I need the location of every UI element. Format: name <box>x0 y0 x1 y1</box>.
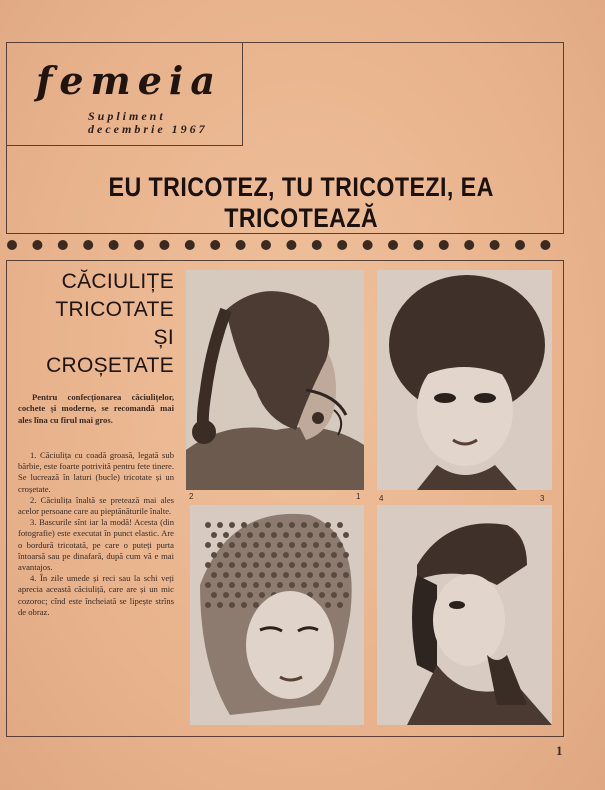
knit-stitch <box>337 562 343 568</box>
knit-stitch <box>307 572 313 578</box>
divider-dot <box>464 240 474 250</box>
paragraph-1: 1. Căciulița cu coadă groasă, legată sub bărbie, este foarte potrivită pentru fete tinere. Se lucrează în laturi (bucle) tricotate și un croșetate. <box>18 450 174 494</box>
knit-stitch <box>331 572 337 578</box>
article-body <box>18 450 174 618</box>
knit-stitch <box>235 552 241 558</box>
knit-stitch <box>325 542 331 548</box>
divider-dot <box>261 240 271 250</box>
article-intro: Pentru confecționarea căciulițelor, cochete și moderne, se recomandă mai ales lîna cu firul mai gros. <box>18 392 174 425</box>
knit-stitch <box>241 522 247 528</box>
knit-stitch <box>217 522 223 528</box>
knit-stitch <box>241 602 247 608</box>
knit-stitch <box>343 552 349 558</box>
knit-stitch <box>229 542 235 548</box>
knit-stitch <box>277 562 283 568</box>
knit-stitch <box>259 572 265 578</box>
knit-stitch <box>319 592 325 598</box>
knit-stitch <box>259 592 265 598</box>
knit-stitch <box>301 542 307 548</box>
photo-number-4: 4 <box>379 494 384 503</box>
knit-stitch <box>343 572 349 578</box>
divider-dot <box>286 240 296 250</box>
divider-dot <box>83 240 93 250</box>
divider-dot <box>109 240 119 250</box>
knit-stitch <box>229 562 235 568</box>
knit-stitch <box>265 562 271 568</box>
knit-stitch <box>253 602 259 608</box>
divider-dot <box>185 240 195 250</box>
knit-stitch <box>211 552 217 558</box>
article-title <box>22 268 174 380</box>
knit-stitch <box>229 582 235 588</box>
knit-stitch <box>241 582 247 588</box>
knit-stitch <box>247 572 253 578</box>
knit-stitch <box>247 532 253 538</box>
photo-hat-ski-cap <box>377 505 552 725</box>
knit-stitch <box>307 532 313 538</box>
divider-dot <box>32 240 42 250</box>
knit-stitch <box>313 542 319 548</box>
photo-hat-knitted-hood <box>190 505 364 725</box>
paragraph-4: 4. În zile umede și reci sau la schi veți aprecia această căciuliță, care are și un mic cozoroc; cînd este încheiată se lipește strîns de obraz. <box>18 573 174 617</box>
knit-stitch <box>343 532 349 538</box>
divider-dot <box>312 240 322 250</box>
knit-stitch <box>271 572 277 578</box>
knit-stitch <box>325 582 331 588</box>
knit-stitch <box>289 562 295 568</box>
knit-stitch <box>223 572 229 578</box>
knit-stitch <box>235 532 241 538</box>
knit-stitch <box>253 582 259 588</box>
knit-stitch <box>313 522 319 528</box>
divider-dot <box>58 240 68 250</box>
divider-dot <box>515 240 525 250</box>
paragraph-2: 2. Căciulița înaltă se pretează mai ales acelor persoane care au pieptănăturile înalte. <box>18 494 174 517</box>
knit-stitch <box>229 522 235 528</box>
knit-stitch <box>247 552 253 558</box>
divider-dot <box>337 240 347 250</box>
knit-stitch <box>331 532 337 538</box>
photo-illustration <box>186 270 364 490</box>
knit-stitch <box>301 562 307 568</box>
divider-dot <box>210 240 220 250</box>
title-line-4: CROȘETATE <box>46 354 174 377</box>
knit-stitch <box>283 552 289 558</box>
divider-dot <box>439 240 449 250</box>
knit-stitch <box>229 602 235 608</box>
knit-stitch <box>271 532 277 538</box>
photo-illustration <box>377 270 552 490</box>
photo-hat-1-2 <box>186 270 364 490</box>
knit-stitch <box>217 582 223 588</box>
divider-dot <box>159 240 169 250</box>
photo-illustration <box>190 505 364 725</box>
knit-stitch <box>325 562 331 568</box>
knit-stitch <box>205 562 211 568</box>
knit-stitch <box>217 602 223 608</box>
knit-stitch <box>265 542 271 548</box>
knit-stitch <box>253 562 259 568</box>
knit-stitch <box>319 532 325 538</box>
divider-dot <box>134 240 144 250</box>
knit-stitch <box>289 542 295 548</box>
title-line-3: ȘI <box>153 326 174 349</box>
knit-stitch <box>205 522 211 528</box>
knit-stitch <box>337 522 343 528</box>
knit-stitch <box>211 572 217 578</box>
knit-stitch <box>235 572 241 578</box>
divider-dot <box>363 240 373 250</box>
knit-stitch <box>247 592 253 598</box>
title-line-1: CĂCIULIȚE <box>61 270 174 293</box>
knit-stitch <box>295 552 301 558</box>
knit-stitch <box>235 592 241 598</box>
supplement-label <box>88 110 208 136</box>
knit-stitch <box>223 532 229 538</box>
divider-dot <box>490 240 500 250</box>
knit-stitch <box>325 522 331 528</box>
knit-stitch <box>319 572 325 578</box>
divider-dot <box>388 240 398 250</box>
supplement-text: Supliment <box>88 109 166 123</box>
knit-stitch <box>223 592 229 598</box>
knit-stitch <box>277 542 283 548</box>
divider-dot <box>413 240 423 250</box>
knit-stitch <box>313 562 319 568</box>
knit-stitch <box>301 582 307 588</box>
knit-stitch <box>343 592 349 598</box>
magazine-logo: femeia <box>36 58 222 103</box>
page-number: 1 <box>556 743 563 758</box>
page-headline: EU TRICOTEZ, TU TRICOTEZI, EA TRICOTEAZĂ <box>108 172 494 233</box>
knit-stitch <box>205 602 211 608</box>
issue-date: decembrie 1967 <box>88 122 208 136</box>
knit-stitch <box>331 552 337 558</box>
knit-stitch <box>241 562 247 568</box>
knit-stitch <box>289 582 295 588</box>
knit-stitch <box>313 582 319 588</box>
knit-stitch <box>289 522 295 528</box>
paragraph-3: 3. Bascurile sînt iar la modă! Acesta (din fotografie) este executat în punct elastic. Are o bordură tricotată, pe care o puteți purta întoarsă sau pe dinafară, după cum vă e mai avantajos. <box>18 517 174 573</box>
knit-stitch <box>205 582 211 588</box>
knit-stitch <box>277 522 283 528</box>
knit-stitch <box>265 582 271 588</box>
photo-number-3: 3 <box>540 494 545 503</box>
knit-stitch <box>265 522 271 528</box>
divider-dot <box>540 240 550 250</box>
knit-stitch <box>211 532 217 538</box>
knit-stitch <box>253 542 259 548</box>
knit-stitch <box>253 522 259 528</box>
knit-stitch <box>277 582 283 588</box>
photo-number-1: 1 <box>356 492 361 501</box>
knit-stitch <box>241 542 247 548</box>
dot-divider <box>4 238 564 252</box>
knit-stitch <box>295 572 301 578</box>
divider-dot <box>7 240 17 250</box>
knit-stitch <box>217 542 223 548</box>
divider-dot <box>236 240 246 250</box>
knit-stitch <box>337 582 343 588</box>
knit-stitch <box>283 572 289 578</box>
knit-stitch <box>337 602 343 608</box>
knit-stitch <box>259 552 265 558</box>
title-line-2: TRICOTATE <box>55 298 174 321</box>
knit-stitch <box>283 532 289 538</box>
knit-stitch <box>319 552 325 558</box>
knit-stitch <box>337 542 343 548</box>
knit-stitch <box>331 592 337 598</box>
knit-stitch <box>217 562 223 568</box>
photo-illustration <box>377 505 552 725</box>
knit-stitch <box>205 542 211 548</box>
knit-stitch <box>259 532 265 538</box>
knit-stitch <box>271 552 277 558</box>
photo-hat-3-4 <box>377 270 552 490</box>
knit-stitch <box>223 552 229 558</box>
knit-stitch <box>295 532 301 538</box>
knit-stitch <box>211 592 217 598</box>
knit-stitch <box>325 602 331 608</box>
knit-stitch <box>307 552 313 558</box>
photo-number-2: 2 <box>189 492 194 501</box>
knit-stitch <box>301 522 307 528</box>
